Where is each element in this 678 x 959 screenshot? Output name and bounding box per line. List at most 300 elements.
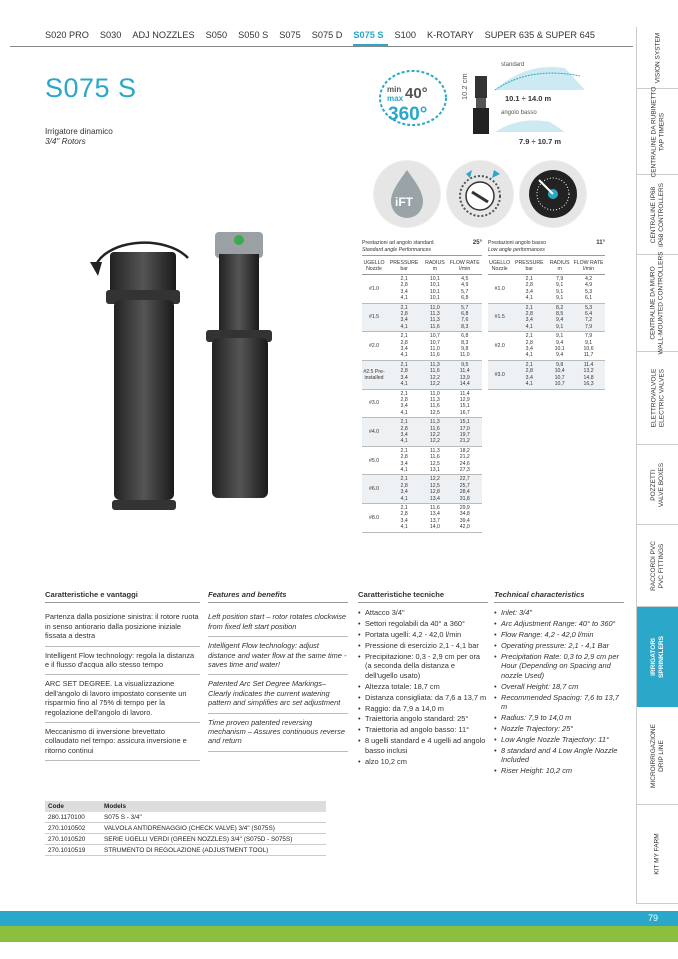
value: 3,4 (400, 403, 408, 410)
value-cell (448, 360, 482, 389)
value: 2,8 (525, 311, 533, 318)
table-header: FLOW RATE l/min (572, 258, 605, 275)
product-nav (10, 27, 633, 47)
value-cell (511, 360, 547, 389)
tech-item: • Settori regolabili da 40° a 360° (358, 619, 488, 628)
model-cell: STRUMENTO DI REGOLAZIONE (ADJUSTMENT TOOL) (104, 846, 269, 854)
tech-item: • Pressione di esercizio 2,1 - 4,1 bar (358, 641, 488, 650)
value-cell (572, 303, 605, 332)
feature-item: Time proven patented reversing mechanism – Assures continuous reverse and return (208, 714, 348, 752)
table-row (362, 389, 482, 418)
table-row (362, 303, 482, 332)
value: 13,9 (459, 374, 470, 381)
value: 15,1 (459, 419, 470, 426)
value: 2,8 (400, 396, 408, 403)
table-row (488, 303, 605, 332)
value-cell (386, 360, 422, 389)
tech-item: • Raggio: da 7,9 a 14,0 m (358, 704, 488, 713)
tech-item: • Traiettoria angolo standard: 25° (358, 714, 488, 723)
value: 10,1 (554, 346, 565, 353)
sidebar-tab[interactable] (637, 352, 678, 445)
value-cell (511, 275, 547, 304)
tech-en (494, 590, 624, 777)
value: 10,4 (554, 368, 565, 375)
sidebar-tab[interactable] (637, 525, 678, 607)
value-cell (386, 275, 422, 304)
sidebar-tab-label (650, 636, 666, 678)
tech-item: • Nozzle Trajectory: 25° (494, 724, 624, 733)
value: 2,8 (400, 339, 408, 346)
value: 2,1 (400, 361, 408, 368)
value: 10,7 (554, 381, 565, 388)
value: 12,2 (429, 374, 440, 381)
value-cell (386, 475, 422, 504)
model-cell: S075 S - 3/4" (104, 813, 142, 821)
table-row (362, 504, 482, 533)
value: 13,4 (429, 511, 440, 518)
value: 13,1 (429, 466, 440, 473)
value: 11,6 (430, 505, 440, 511)
tech-item: • Radius: 7,9 to 14,0 m (494, 713, 624, 722)
value-cell (547, 360, 572, 389)
value-cell (386, 303, 422, 332)
value: 8,3 (461, 323, 469, 330)
value: 9,5 (461, 361, 469, 368)
value: 11,4 (583, 361, 594, 368)
arc-adjust-icon (446, 160, 514, 228)
value-cell (448, 389, 482, 418)
sidebar-tab-label-it: ELETTROVALVOLE (650, 368, 658, 428)
sidebar-tab-label-it: CENTRALINE DA RUBINETTO (650, 86, 657, 177)
code-row (45, 823, 326, 834)
nozzle-cell: #3.0 (362, 389, 386, 418)
value: 3,4 (525, 317, 533, 324)
value: 10,6 (583, 346, 594, 353)
feature-item: Meccanismo di inversione brevettato collaudato nel tempo: assicura inversione e ritorno continui (45, 723, 200, 761)
value: 12,5 (429, 409, 440, 416)
value: 8,2 (556, 304, 564, 311)
perf-low-table (488, 258, 605, 390)
sidebar-tab[interactable] (637, 251, 678, 355)
table-row (488, 360, 605, 389)
value-cell (422, 303, 447, 332)
value-cell (422, 360, 447, 389)
table-header: PRESSURE bar (386, 258, 422, 275)
nav-item[interactable]: S075 D (311, 30, 343, 40)
tech-item: • Altezza totale: 18,7 cm (358, 682, 488, 691)
sidebar-tab[interactable] (637, 86, 678, 177)
table-row (362, 446, 482, 475)
nav-item[interactable]: S030 (99, 30, 122, 40)
perf-standard-table (362, 258, 482, 533)
tech-it (358, 590, 488, 768)
code-row (45, 845, 326, 856)
value: 22,7 (459, 476, 470, 483)
arc-range-badge (378, 68, 448, 128)
value: 9,1 (556, 282, 564, 289)
value: 11,3 (430, 317, 440, 324)
sidebar-tab-label-en: VALVE BOXES (658, 462, 666, 507)
value: 9,1 (584, 339, 593, 346)
sidebar-tab-label-it: CENTRALINE IP68 (650, 186, 657, 243)
value: 10,7 (554, 374, 565, 381)
table-row (362, 418, 482, 447)
value-cell (422, 504, 447, 533)
nozzle-cell: #1.0 (488, 275, 511, 304)
value: 3,4 (525, 346, 533, 353)
table-row (362, 360, 482, 389)
value: 2,1 (400, 276, 408, 282)
table-row (488, 275, 605, 304)
value: 29,9 (459, 505, 470, 511)
sidebar-tab-label (654, 32, 662, 83)
value: 11,6 (430, 323, 440, 330)
trajectory-diagram (455, 58, 625, 148)
nav-item[interactable]: S100 (394, 30, 417, 40)
tech-en-title: Technical characteristics (494, 590, 624, 603)
value: 12,9 (459, 396, 470, 403)
value: 13,2 (583, 368, 594, 375)
value-cell (448, 332, 482, 361)
table-row (362, 275, 482, 304)
table-header: RADIUS m (422, 258, 447, 275)
value-cell (572, 360, 605, 389)
perf-low (488, 240, 605, 390)
code-cell: 270.1010502 (48, 824, 86, 832)
value: 7,9 (584, 323, 593, 330)
sidebar-tab[interactable] (637, 805, 678, 904)
value: 2,1 (525, 276, 533, 282)
value: 3,4 (525, 374, 533, 381)
value: 3,4 (400, 288, 408, 295)
code-row (45, 812, 326, 823)
nozzle-cell: #2.5 Pre-installed (362, 360, 386, 389)
feature-item: Intelligent Flow technology: regola la distanza e il flusso d'acqua allo stesso tempo (45, 647, 200, 676)
standard-label: standard (501, 62, 525, 68)
value: 11,6 (430, 352, 440, 359)
value: 11,6 (430, 454, 440, 461)
nozzle-cell: #3.0 (488, 360, 511, 389)
nozzle-cell: #8.0 (362, 504, 386, 533)
value-cell (448, 275, 482, 304)
sidebar-tab-label (650, 251, 666, 354)
value: 11,6 (430, 425, 440, 432)
tech-it-title: Caratteristiche tecniche (358, 590, 488, 603)
value: 7,9 (556, 276, 564, 282)
value: 4,1 (525, 295, 533, 302)
sidebar-tab[interactable] (637, 27, 678, 89)
tech-item: • Inlet: 3/4" (494, 608, 624, 617)
subtitle-it: Irrigatore dinamico (45, 127, 113, 136)
nav-item[interactable]: S050 (205, 30, 228, 40)
table-header: FLOW RATE l/min (448, 258, 482, 275)
nav-item[interactable]: S075 S (353, 27, 387, 46)
tech-item: • Operating pressure: 2,1 - 4,1 Bar (494, 641, 624, 650)
value-cell (422, 475, 447, 504)
tech-item: • Arc Adjustment Range: 40° to 360° (494, 619, 624, 628)
perf-low-title-en: Low angle performances (488, 246, 545, 253)
value: 21,2 (459, 438, 470, 445)
value: 10,7 (429, 333, 440, 340)
sidebar-tab[interactable] (637, 445, 678, 525)
value-cell (547, 303, 572, 332)
value: 4,1 (400, 352, 408, 359)
tech-item: • Precipitation Rate: 0,3 to 2,9 cm per Hour (Depending on Spacing and nozzle Used) (494, 652, 624, 680)
badge-angle-full: 360° (388, 104, 428, 125)
table-header: PRESSURE bar (511, 258, 547, 275)
tech-item: • Distanza consigliata: da 7,6 a 13,7 m (358, 693, 488, 702)
value: 2,8 (400, 511, 408, 518)
nav-item[interactable]: S050 S (238, 30, 269, 40)
sidebar-tab-label-en: DRIP LINE (658, 739, 666, 772)
sidebar-tab-label (650, 462, 666, 506)
value: 14,8 (583, 374, 594, 381)
nozzle-cell: #2.0 (488, 332, 511, 361)
table-header: RADIUS m (547, 258, 572, 275)
sidebar-tab-label-it: IRRIGATORI (650, 638, 657, 676)
value: 16,3 (583, 381, 594, 388)
value-cell (448, 418, 482, 447)
value: 12,2 (429, 476, 440, 483)
table-header: UGELLO Nozzle (362, 258, 386, 275)
value: 4,1 (400, 495, 408, 502)
value: 5,3 (584, 304, 593, 311)
value: 10,1 (429, 282, 440, 289)
value-cell (422, 446, 447, 475)
value: 27,3 (459, 466, 470, 473)
sidebar-tab-label-en: IP68 CONTROLLERS (658, 182, 665, 247)
value: 2,1 (525, 361, 533, 368)
value: 11,0 (459, 352, 470, 359)
value-cell (386, 418, 422, 447)
sidebar-tab[interactable] (637, 707, 678, 805)
value: 2,8 (400, 454, 408, 461)
feature-item: Intelligent Flow technology: adjust distance and water flow at the same time -saves time and water! (208, 637, 348, 675)
value: 3,4 (400, 517, 408, 524)
value: 11,3 (430, 419, 440, 426)
value: 15,1 (459, 403, 470, 410)
nav-item[interactable]: ADJ NOZZLES (132, 30, 195, 40)
feature-item: Patented Arc Set Degree Markings– Clearly indicates the current watering pattern and simplifies arc set adjustment (208, 675, 348, 713)
value-cell (386, 389, 422, 418)
value-cell (547, 275, 572, 304)
sidebar-tab-label (650, 183, 666, 247)
value: 4,1 (400, 295, 408, 302)
page-number: 79 (647, 913, 658, 923)
tech-item: • Portata ugelli: 4,2 - 42,0 l/min (358, 630, 488, 639)
value-cell (511, 303, 547, 332)
value: 9,8 (461, 346, 469, 353)
value: 2,8 (400, 282, 408, 289)
table-row (362, 332, 482, 361)
value-cell (422, 332, 447, 361)
value: 6,1 (584, 295, 593, 302)
category-sidebar (636, 27, 678, 904)
value: 11,0 (430, 304, 440, 311)
value: 10,1 (429, 295, 440, 302)
value-cell (386, 504, 422, 533)
nav-item[interactable]: S020 PRO (45, 30, 89, 40)
sidebar-tab-label (650, 369, 666, 428)
value: 11,6 (430, 403, 440, 410)
value-cell (422, 418, 447, 447)
value-cell (448, 446, 482, 475)
value: 2,8 (525, 368, 533, 375)
value: 42,0 (459, 524, 470, 531)
sidebar-tab-label-it: KIT MY FARM (653, 833, 661, 875)
nozzle-cell: #4.0 (362, 418, 386, 447)
nav-item[interactable]: S075 (279, 30, 301, 40)
value: 11,7 (583, 352, 594, 359)
value: 2,8 (400, 482, 408, 489)
sidebar-tab[interactable] (637, 175, 678, 255)
value: 9,4 (556, 317, 564, 324)
value: 10,7 (429, 339, 440, 346)
codes-table (45, 801, 326, 856)
value-cell (422, 275, 447, 304)
perf-standard-title-it: Prestazioni ad angolo standard (362, 240, 434, 246)
sidebar-tab-label-it: CENTRALINE DA MURO (650, 266, 657, 340)
sidebar-tab-label-it: RACCORDI PVC (650, 540, 657, 591)
sidebar-tab-label-en: WALL-MOUNTED CONTROLLERS (658, 251, 665, 355)
value: 17,0 (459, 425, 470, 432)
subtitle-en: 3/4" Rotors (45, 137, 86, 146)
value: 7,6 (461, 317, 469, 324)
value: 9,1 (556, 333, 564, 340)
nav-item[interactable]: SUPER 635 & SUPER 645 (484, 30, 595, 40)
value: 4,2 (584, 276, 593, 282)
value: 2,1 (400, 419, 408, 426)
value: 12,2 (429, 381, 440, 388)
codes-header-code: Code (48, 803, 64, 810)
top-view-icon (519, 160, 587, 228)
value: 4,1 (525, 352, 533, 359)
nozzle-cell: #2.0 (362, 332, 386, 361)
value: 39,4 (459, 517, 470, 524)
value: 7,9 (584, 333, 593, 340)
nav-item[interactable]: K-ROTARY (427, 30, 474, 40)
value: 11,0 (430, 346, 440, 353)
code-cell: 280.1170100 (48, 813, 85, 821)
badge-angle-max: 40° (405, 85, 428, 102)
feature-item: Partenza dalla posizione sinistra: il rotore ruota in senso antiorario dalla posizione iniziale fissata a destra (45, 608, 200, 646)
value: 2,1 (400, 333, 408, 340)
value: 7,2 (584, 317, 593, 324)
product-images (40, 210, 350, 580)
value-cell (422, 389, 447, 418)
tech-item: • Flow Range: 4,2 - 42,0 l/min (494, 630, 624, 639)
value: 12,8 (429, 489, 440, 496)
low-label: angolo basso (501, 110, 537, 116)
features-it (45, 590, 200, 761)
value: 3,4 (525, 288, 533, 295)
model-cell: SERIE UGELLI VERDI (GREEN NOZZLES) 3/4" (S075D - S075S) (104, 835, 293, 843)
value: 2,1 (400, 447, 408, 454)
value: 13,4 (429, 495, 440, 502)
codes-header (45, 801, 326, 812)
value: 10,1 (429, 276, 440, 282)
perf-standard (362, 240, 482, 533)
value: 14,0 (429, 524, 440, 531)
value: 4,1 (400, 438, 408, 445)
nozzle-cell: #1.0 (362, 275, 386, 304)
perf-low-title-it: Prestazioni angolo basso (488, 240, 546, 246)
value: 5,3 (584, 288, 593, 295)
nozzle-cell: #1.5 (362, 303, 386, 332)
value-cell (448, 504, 482, 533)
features-en (208, 590, 348, 752)
value: 3,4 (400, 346, 408, 353)
value: 34,8 (459, 511, 470, 518)
value: 21,2 (459, 454, 470, 461)
value: 11,6 (430, 368, 440, 375)
value: 12,2 (429, 438, 440, 445)
value-cell (448, 475, 482, 504)
value: 11,3 (430, 396, 440, 403)
value: 4,1 (525, 323, 533, 330)
sidebar-tab-label-en: SPRINKLERS (658, 636, 665, 678)
sidebar-tab-label-en: PVC FITTINGS (658, 543, 665, 588)
value: 2,1 (400, 390, 408, 397)
value: 4,1 (400, 524, 408, 531)
value: 11,4 (459, 390, 470, 397)
table-header: UGELLO Nozzle (488, 258, 511, 275)
value: 4,1 (400, 409, 408, 416)
table-row (488, 332, 605, 361)
value: 8,3 (461, 339, 469, 346)
sidebar-tab-label (650, 86, 666, 177)
value: 2,8 (400, 311, 408, 318)
sidebar-tab[interactable] (637, 607, 678, 707)
value: 18,2 (459, 447, 470, 454)
value: 9,1 (556, 295, 564, 302)
features-en-title: Features and benefits (208, 590, 348, 603)
code-row (45, 834, 326, 845)
footer-bar-teal (0, 911, 678, 926)
value: 11,0 (430, 390, 440, 397)
riser-height-label: 10.2 cm (460, 73, 469, 100)
value: 3,4 (400, 489, 408, 496)
value: 9,1 (556, 288, 564, 295)
nozzle-cell: #6.0 (362, 475, 386, 504)
tech-item: • Riser Height: 10,2 cm (494, 766, 624, 775)
tech-item: • 8 ugelli standard e 4 ugelli ad angolo basso inclusi (358, 736, 488, 755)
value: 19,7 (459, 431, 470, 438)
value: 4,9 (461, 282, 469, 289)
value: 2,1 (525, 333, 533, 340)
value: 2,1 (400, 476, 408, 483)
value-cell (572, 332, 605, 361)
sidebar-tab-label (650, 724, 666, 788)
ift-icon (373, 160, 441, 228)
value: 28,4 (459, 489, 470, 496)
tech-item: • Attacco 3/4" (358, 608, 488, 617)
ift-label: iFT (395, 195, 413, 209)
sidebar-tab-label-en: TAP TIMERS (658, 112, 665, 151)
value: 6,4 (584, 311, 593, 318)
perf-standard-angle: 25° (472, 240, 482, 246)
value: 11,3 (430, 447, 440, 454)
value-cell (547, 332, 572, 361)
value: 3,4 (400, 431, 408, 438)
value: 12,2 (429, 431, 440, 438)
code-cell: 270.1010520 (48, 835, 86, 843)
value: 5,7 (461, 288, 469, 295)
tech-item: • Overall Height: 18,7 cm (494, 682, 624, 691)
value: 11,3 (430, 361, 440, 368)
sidebar-tab-label-it: MICROIRRIGAZIONE (650, 723, 658, 788)
badge-min: min (387, 85, 402, 94)
